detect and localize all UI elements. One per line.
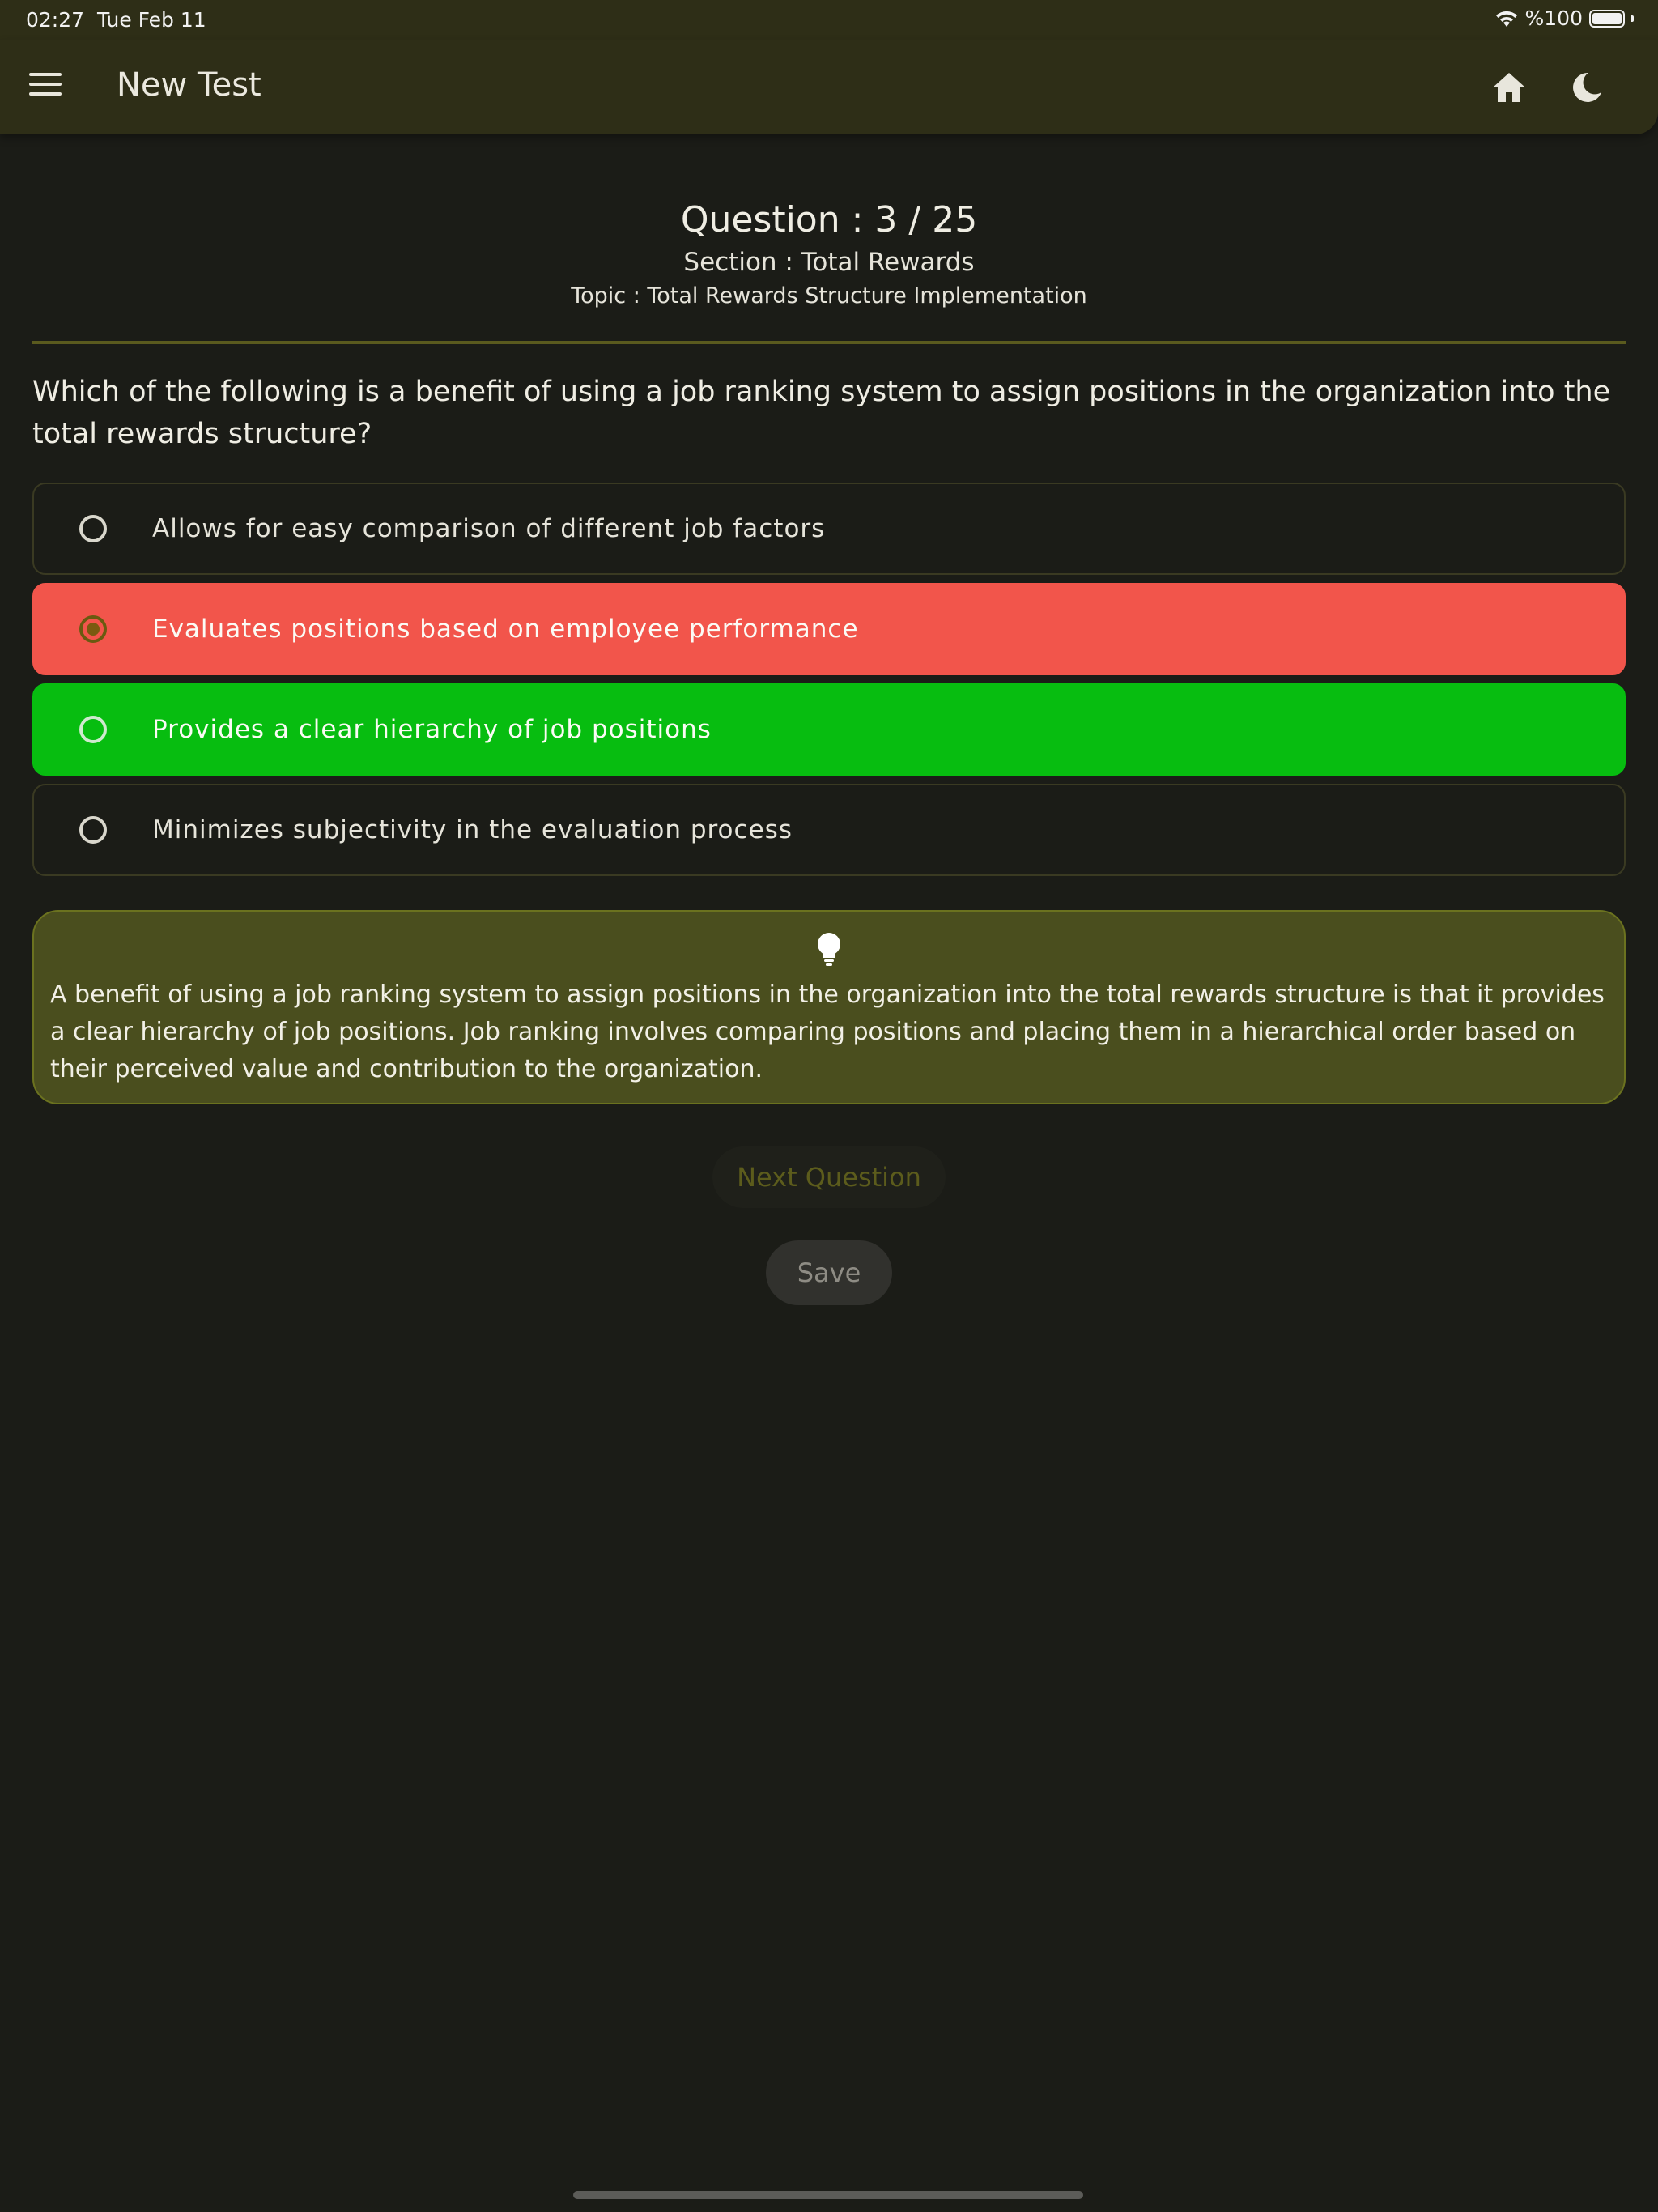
question-section: Section : Total Rewards [683, 248, 975, 277]
radio-button[interactable] [79, 515, 107, 542]
home-icon[interactable] [1490, 68, 1528, 107]
wifi-icon [1494, 9, 1519, 28]
answer-option-label: Evaluates positions based on employee performance [152, 615, 859, 644]
answer-option-label: Provides a clear hierarchy of job positions [152, 715, 712, 744]
question-topic: Topic : Total Rewards Structure Implementation [571, 283, 1087, 308]
answer-option-2[interactable] [32, 583, 1626, 675]
lightbulb-icon [813, 931, 845, 967]
radio-button[interactable] [79, 816, 107, 844]
save-button[interactable]: Save [766, 1240, 892, 1305]
status-bar [0, 0, 1658, 40]
battery-percent: %100 [1524, 6, 1583, 30]
status-indicators [1494, 6, 1634, 30]
header-divider [32, 341, 1626, 344]
battery-tip [1631, 15, 1634, 22]
next-question-button[interactable]: Next Question [712, 1146, 946, 1208]
question-header [0, 198, 1658, 313]
answer-option-label: Allows for easy comparison of different job factors [152, 514, 826, 543]
question-text: Which of the following is a benefit of using a job ranking system to assign positions in the organization into the total rewards structure? [32, 376, 1611, 450]
answer-option-1[interactable] [32, 483, 1626, 575]
home-indicator [573, 2191, 1083, 2199]
app-title: New Test [117, 66, 261, 104]
moon-icon[interactable] [1567, 68, 1606, 107]
menu-icon[interactable] [29, 73, 62, 97]
battery-icon [1589, 10, 1625, 28]
app-bar [0, 40, 1658, 134]
answer-option-label: Minimizes subjectivity in the evaluation process [152, 815, 793, 844]
explanation-text: A benefit of using a job ranking system to assign positions in the organization into the total rewards structure is that it provides a clear hierarchy of job positions. Job ranking involves comparing positions and placing them in a hierarchical order based on their perceived value and contribution to the organization. [50, 981, 1605, 1083]
radio-button-selected[interactable] [79, 615, 107, 643]
question-number: Question : 3 / 25 [680, 199, 978, 240]
radio-button[interactable] [79, 716, 107, 743]
answer-option-3[interactable] [32, 683, 1626, 776]
status-time: 02:27 [26, 8, 85, 32]
status-date: Tue Feb 11 [97, 8, 206, 32]
answer-option-4[interactable] [32, 784, 1626, 876]
explanation-card [32, 910, 1626, 1104]
